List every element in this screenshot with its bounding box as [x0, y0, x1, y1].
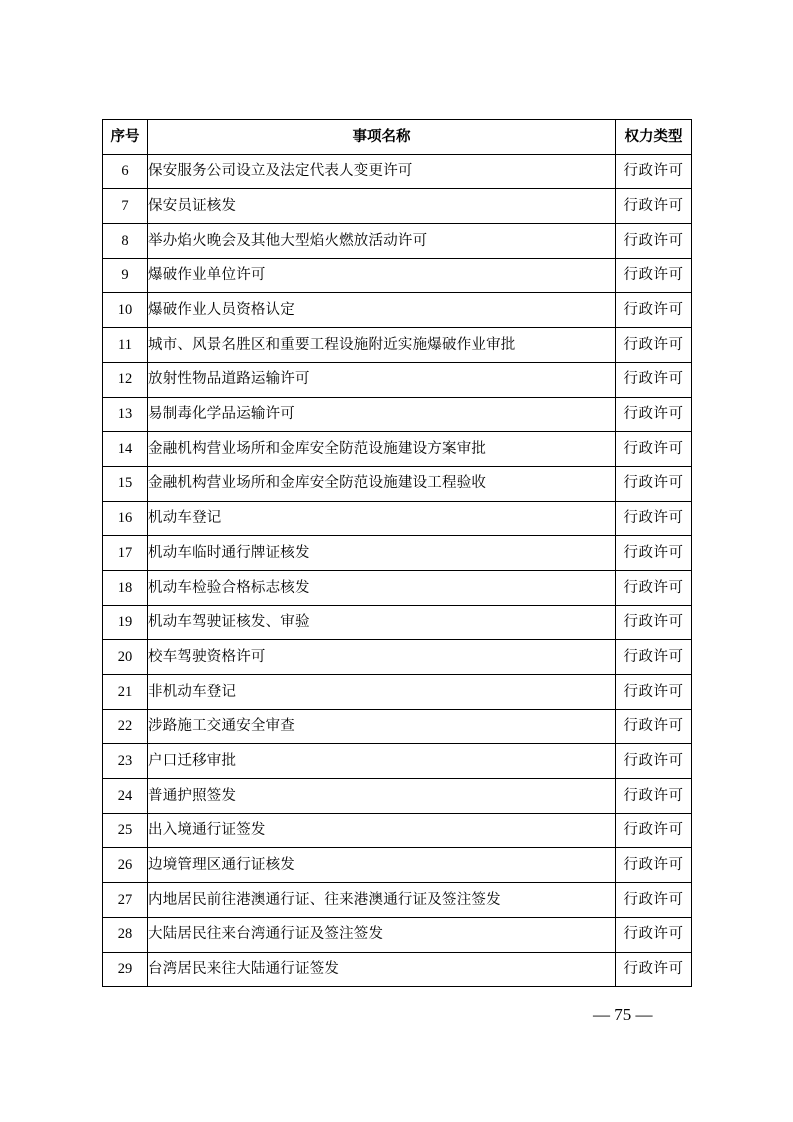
- row-power-type: 行政许可: [616, 779, 692, 814]
- row-power-type: 行政许可: [616, 605, 692, 640]
- row-item-name: 城市、风景名胜区和重要工程设施附近实施爆破作业审批: [148, 328, 616, 363]
- row-power-type: 行政许可: [616, 917, 692, 952]
- row-item-name: 放射性物品道路运输许可: [148, 362, 616, 397]
- row-item-name: 涉路施工交通安全审查: [148, 709, 616, 744]
- header-power-type: 权力类型: [616, 120, 692, 155]
- row-number: 18: [103, 570, 148, 605]
- table-row: [103, 709, 692, 744]
- row-item-name: 保安员证核发: [148, 189, 616, 224]
- row-number: 8: [103, 224, 148, 259]
- row-power-type: 行政许可: [616, 432, 692, 467]
- row-number: 24: [103, 779, 148, 814]
- row-power-type: 行政许可: [616, 640, 692, 675]
- row-number: 27: [103, 883, 148, 918]
- table-body: [103, 154, 692, 987]
- row-item-name: 普通护照签发: [148, 779, 616, 814]
- table-row: [103, 675, 692, 710]
- row-item-name: 内地居民前往港澳通行证、往来港澳通行证及签注签发: [148, 883, 616, 918]
- table-row: [103, 813, 692, 848]
- row-power-type: 行政许可: [616, 362, 692, 397]
- table-row: [103, 570, 692, 605]
- row-power-type: 行政许可: [616, 258, 692, 293]
- row-item-name: 边境管理区通行证核发: [148, 848, 616, 883]
- row-item-name: 爆破作业人员资格认定: [148, 293, 616, 328]
- header-number: 序号: [103, 120, 148, 155]
- table-row: [103, 744, 692, 779]
- row-number: 16: [103, 501, 148, 536]
- table-row: [103, 154, 692, 189]
- row-item-name: 机动车登记: [148, 501, 616, 536]
- table-row: [103, 501, 692, 536]
- table-row: [103, 952, 692, 987]
- items-table: [102, 119, 692, 987]
- row-power-type: 行政许可: [616, 709, 692, 744]
- row-item-name: 爆破作业单位许可: [148, 258, 616, 293]
- page-number: — 75 —: [593, 1005, 653, 1024]
- table-row: [103, 466, 692, 501]
- row-item-name: 机动车临时通行牌证核发: [148, 536, 616, 571]
- header-row: [103, 120, 692, 155]
- table-row: [103, 917, 692, 952]
- row-power-type: 行政许可: [616, 570, 692, 605]
- header-item-name: 事项名称: [148, 120, 616, 155]
- row-number: 9: [103, 258, 148, 293]
- table-row: [103, 397, 692, 432]
- row-item-name: 出入境通行证签发: [148, 813, 616, 848]
- table-row: [103, 883, 692, 918]
- table-row: [103, 362, 692, 397]
- row-number: 10: [103, 293, 148, 328]
- row-number: 6: [103, 154, 148, 189]
- table-row: [103, 779, 692, 814]
- row-number: 23: [103, 744, 148, 779]
- row-number: 19: [103, 605, 148, 640]
- table-row: [103, 848, 692, 883]
- row-power-type: 行政许可: [616, 224, 692, 259]
- row-item-name: 举办焰火晚会及其他大型焰火燃放活动许可: [148, 224, 616, 259]
- row-number: 7: [103, 189, 148, 224]
- row-number: 20: [103, 640, 148, 675]
- row-power-type: 行政许可: [616, 501, 692, 536]
- row-power-type: 行政许可: [616, 744, 692, 779]
- row-item-name: 金融机构营业场所和金库安全防范设施建设方案审批: [148, 432, 616, 467]
- table-row: [103, 432, 692, 467]
- row-power-type: 行政许可: [616, 293, 692, 328]
- row-item-name: 大陆居民往来台湾通行证及签注签发: [148, 917, 616, 952]
- table-row: [103, 293, 692, 328]
- table-row: [103, 536, 692, 571]
- row-number: 13: [103, 397, 148, 432]
- row-item-name: 易制毒化学品运输许可: [148, 397, 616, 432]
- row-number: 29: [103, 952, 148, 987]
- table-row: [103, 605, 692, 640]
- row-number: 25: [103, 813, 148, 848]
- row-item-name: 金融机构营业场所和金库安全防范设施建设工程验收: [148, 466, 616, 501]
- row-item-name: 非机动车登记: [148, 675, 616, 710]
- row-item-name: 校车驾驶资格许可: [148, 640, 616, 675]
- table-row: [103, 328, 692, 363]
- row-power-type: 行政许可: [616, 189, 692, 224]
- row-power-type: 行政许可: [616, 536, 692, 571]
- row-power-type: 行政许可: [616, 328, 692, 363]
- row-power-type: 行政许可: [616, 154, 692, 189]
- row-item-name: 保安服务公司设立及法定代表人变更许可: [148, 154, 616, 189]
- row-number: 14: [103, 432, 148, 467]
- table-header: [103, 120, 692, 155]
- row-number: 17: [103, 536, 148, 571]
- table-row: [103, 189, 692, 224]
- table-row: [103, 258, 692, 293]
- row-power-type: 行政许可: [616, 952, 692, 987]
- table-row: [103, 224, 692, 259]
- row-number: 15: [103, 466, 148, 501]
- row-item-name: 户口迁移审批: [148, 744, 616, 779]
- row-power-type: 行政许可: [616, 466, 692, 501]
- row-number: 26: [103, 848, 148, 883]
- row-item-name: 机动车驾驶证核发、审验: [148, 605, 616, 640]
- row-power-type: 行政许可: [616, 813, 692, 848]
- table-row: [103, 640, 692, 675]
- row-number: 11: [103, 328, 148, 363]
- row-number: 28: [103, 917, 148, 952]
- row-number: 21: [103, 675, 148, 710]
- row-item-name: 台湾居民来往大陆通行证签发: [148, 952, 616, 987]
- row-power-type: 行政许可: [616, 675, 692, 710]
- row-power-type: 行政许可: [616, 848, 692, 883]
- row-number: 22: [103, 709, 148, 744]
- row-power-type: 行政许可: [616, 883, 692, 918]
- row-item-name: 机动车检验合格标志核发: [148, 570, 616, 605]
- row-number: 12: [103, 362, 148, 397]
- row-power-type: 行政许可: [616, 397, 692, 432]
